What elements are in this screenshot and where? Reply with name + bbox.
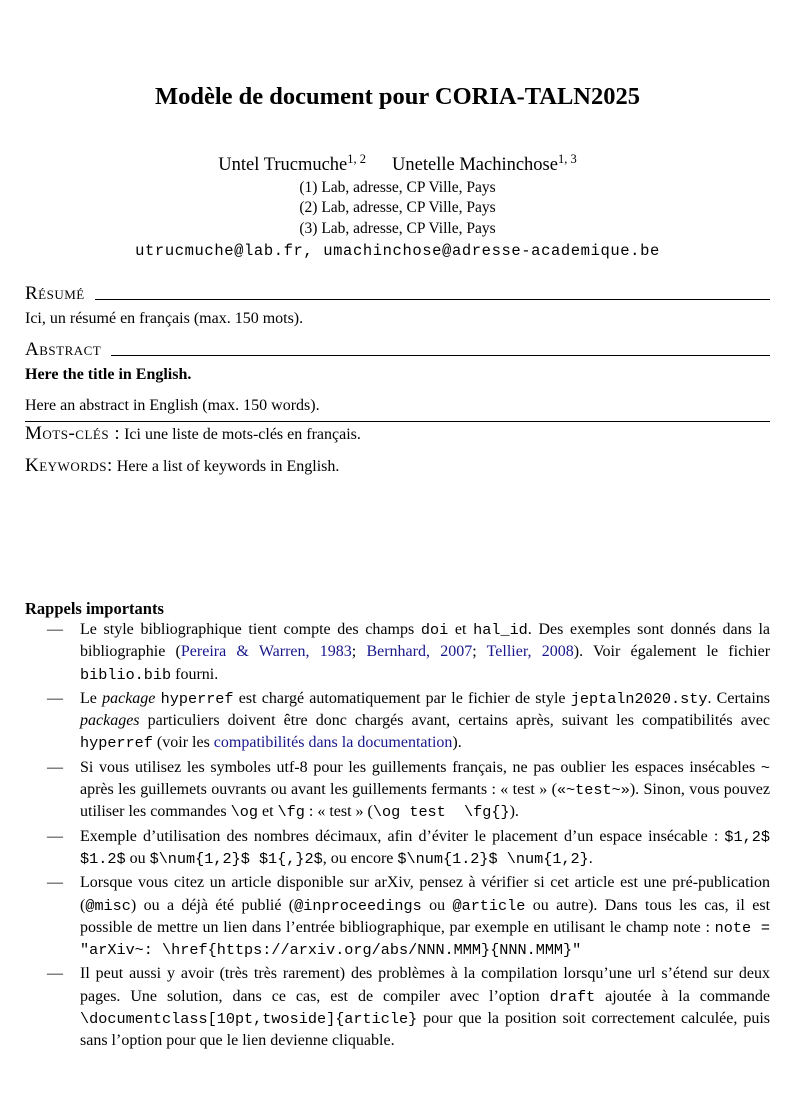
text-segment: . [588,849,593,867]
code-span: hal_id [473,621,528,639]
text-segment: (voir les [152,734,214,752]
code-span: «~test~» [556,781,630,800]
text-segment: et [448,621,474,638]
text-segment: ). Sinon, vous pouvez utiliser les commandes [80,781,770,821]
motscles-label: Mots-clés : [25,423,121,444]
text-segment: particuliers doivent être donc chargés avant, certains après, suivant les compatibilités avec [139,712,770,730]
code-span: ~ [760,758,770,777]
code-span: note = "arXiv~: \href{https://arxiv.org/abs/NNN.MMM}{NNN.MMM}" [80,918,780,960]
text-segment: Il peut aussi y avoir (très très rarement) des problèmes à la compilation lorsqu’une url s’étend sur deux pages. Une solution, dans ce cas, est de compiler avec l’option [80,965,770,1005]
text-segment: et [257,803,278,821]
text-segment: Untel Trucmuche [218,155,348,175]
text-segment: Si vous utilisez les symboles utf-8 pour les guillements français, ne pas oublier les espaces insécables [80,758,761,776]
item-dash: — [47,758,63,776]
rappels-list [25,619,780,1055]
motscles-line [25,424,770,446]
text-segment: , ou encore [322,849,398,867]
item-text [80,874,779,958]
english-title: Here the title in English. [25,366,192,383]
rappel-item [25,872,780,961]
rappel-item [25,826,780,871]
code-span: doi [420,621,449,639]
heading-rule [111,355,770,356]
text-segment: pour que la position soit correctement calculée, puis sans l’option pour que le lien devienne cliquable. [80,1010,770,1050]
text-segment: ; [351,643,367,661]
abstract-section-heading [25,340,770,360]
code-span: \fg [277,803,305,822]
item-text [80,690,770,752]
text-segment: est chargé automatiquement par le fichier de style [233,689,571,707]
text-segment: ; [472,643,487,661]
author-superscript: 1, 2 [347,151,367,166]
code-span: jeptaln2020.sty [570,689,708,708]
code-span: \og [230,803,258,822]
italic-span: packages [80,712,140,730]
item-dash: — [47,874,63,892]
text-segment: Le [80,689,103,707]
resume-label: Résumé [25,283,85,304]
rappel-item [25,963,770,1052]
code-span: draft [549,987,596,1006]
text-segment: ou [125,849,150,867]
author-superscript: 1, 3 [557,151,577,166]
resume-section-heading [25,284,770,304]
italic-span: package [102,689,156,707]
text-segment: . Des exemples sont donnés dans la bibliographie ( [80,621,771,661]
text-segment: Le style bibliographique tient compte des champs [80,621,421,638]
text-segment: ou autre). Dans tous les cas, il est possible de mettre un lien dans l’entrée bibliographique, par exemple en utilisant le champ note : [80,896,771,936]
text-segment: ). [452,734,462,752]
resume-text: Ici, un résumé en français (max. 150 mots). [25,310,304,327]
keywords-text: Here a list of keywords in English. [112,458,340,475]
keywords-line [25,456,770,478]
affiliation-line: (2) Lab, adresse, CP Ville, Pays [299,199,496,217]
text-segment: ajoutée à la commande [595,987,770,1005]
text-segment: après les guillemets ouvrants ou avant les guillements fermants : « test » ( [80,781,557,799]
abstract-text: Here an abstract in English (max. 150 words). [25,395,770,422]
code-span: @article [452,896,526,915]
rappel-item [25,619,770,686]
text-segment: Unetelle Machinchose [392,155,558,175]
keywords-label: Keywords: [25,455,113,476]
rappel-item [25,757,770,824]
text-segment: ). [509,803,519,821]
code-span: @inproceedings [294,896,422,915]
item-dash: — [47,621,63,638]
author-gap [366,154,392,177]
text-segment: ou [421,896,453,914]
code-span: @misc [85,896,131,915]
motscles-text: Ici une liste de mots-clés en français. [120,426,361,443]
heading-rule [95,299,770,300]
citation-link[interactable]: Pereira & Warren, 1983 [180,643,352,661]
item-text [80,759,770,821]
item-dash: — [47,965,63,983]
item-text [80,621,770,683]
affiliation-line: (1) Lab, adresse, CP Ville, Pays [299,179,496,196]
authors-line [25,151,770,177]
abstract-label: Abstract [25,339,102,360]
affiliations [25,178,770,239]
rappel-item [25,688,770,755]
text-segment: . Certains [707,689,770,707]
code-span: $\num{1,2}$ $1{,}2$ [149,849,323,868]
citation-link[interactable]: Tellier, 2008 [486,643,574,661]
text-segment: fourni. [171,665,219,683]
text-segment: ). Voir également le fichier [573,643,771,661]
item-text [80,828,779,867]
affiliation-line: (3) Lab, adresse, CP Ville, Pays [299,219,496,237]
text-segment: : « test » ( [304,803,373,821]
code-span: $1,2$ $1.2$ [80,827,780,868]
citation-link[interactable]: Bernhard, 2007 [366,643,473,661]
author-emails: utrucmuche@lab.fr, umachinchose@adresse-academique.be [135,242,660,260]
text-segment: Exemple d’utilisation des nombres décimaux, afin d’éviter le placement d’un espace insécable : [80,827,725,845]
item-text [80,965,770,1049]
item-dash: — [47,827,63,845]
code-span: $\num{1.2}$ \num{1,2} [397,849,589,868]
item-dash: — [47,689,63,707]
text-segment: ) ou a déjà été publié ( [130,896,295,914]
text-segment: Lorsque vous citez un article disponible sur arXiv, pensez à vérifier si cet article est une pré-publication ( [80,874,770,914]
rappels-heading: Rappels importants [25,599,164,618]
code-span: \og test \fg{} [372,803,510,822]
code-span: biblio.bib [80,665,172,684]
code-span: \documentclass[10pt,twoside]{article} [80,1010,418,1029]
code-span: hyperref [80,734,153,753]
page-title: Modèle de document pour CORIA-TALN2025 [154,83,640,110]
code-span: hyperref [160,689,234,708]
documentation-link[interactable]: compatibilités dans la documentation [213,734,453,752]
